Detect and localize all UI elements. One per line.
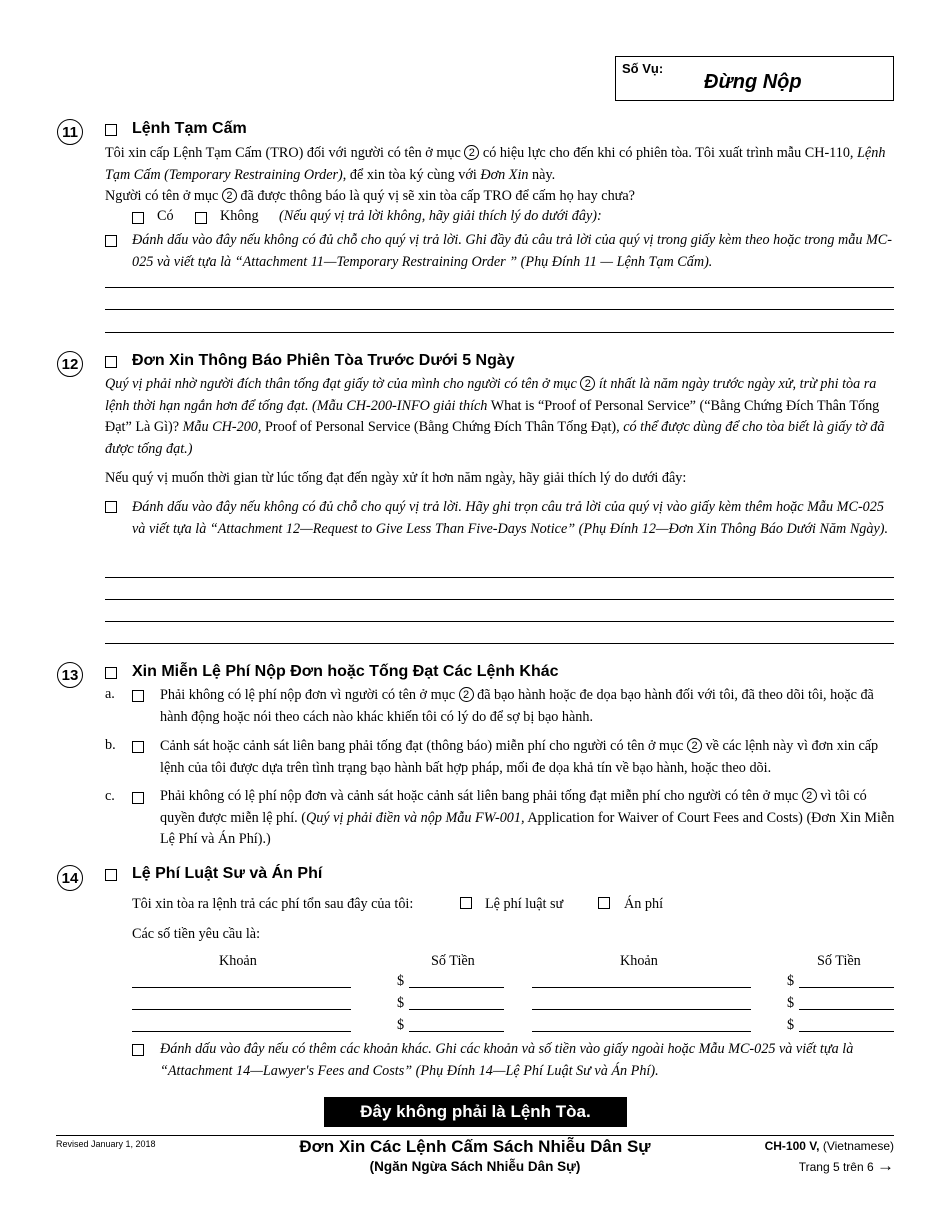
section-12-attachment-checkbox[interactable] (105, 501, 117, 513)
text: Quý vị phải điền và nộp Mẫu FW-001, (306, 809, 525, 826)
amounts-label: Các số tiền yêu cầu là: (132, 926, 261, 942)
footer-divider (56, 1135, 894, 1136)
answer-line[interactable] (105, 287, 894, 288)
lawyer-fees-checkbox[interactable] (460, 897, 472, 909)
section-12-title: Đơn Xin Thông Báo Phiên Tòa Trước Dưới 5 Ngày (132, 352, 515, 369)
ref-circle: 2 (580, 376, 595, 391)
dollar-sign: $ (397, 1017, 405, 1033)
answer-line[interactable] (105, 621, 894, 622)
section-11-paragraph (105, 143, 895, 186)
section-12-paragraph (105, 374, 895, 460)
text: CH-110, (804, 145, 854, 161)
text: ít nhất là năm ngày trước ngày xử, trừ phi tòa ra lệnh thời hạn ngắn hơn để tống đạt. (Mẫu CH-200-INFO giải thích (105, 376, 877, 414)
section-11-title: Lệnh Tạm Cấm (132, 120, 247, 137)
section-14-title: Lệ Phí Luật Sư và Án Phí (132, 865, 323, 882)
section-11-number: 11 (57, 119, 83, 145)
section-13c-letter: c. (105, 788, 115, 804)
court-costs-checkbox[interactable] (598, 897, 610, 909)
section-11-no-checkbox[interactable] (195, 212, 207, 224)
section-13a-letter: a. (105, 686, 115, 702)
amount-field[interactable] (409, 1009, 504, 1010)
text: Cảnh sát hoặc cảnh sát liên bang phải tống đạt (thông báo) miễn phí cho người có tên ở mục (160, 738, 684, 754)
text: Mẫu CH-200, (182, 419, 262, 435)
answer-line[interactable] (105, 309, 894, 310)
item-field[interactable] (532, 1009, 751, 1010)
section-13b-checkbox[interactable] (132, 741, 144, 753)
form-code (765, 1139, 894, 1153)
answer-line[interactable] (105, 577, 894, 578)
text: đã được thông báo là quý vị sẽ xin tòa cấp TRO để cấm họ hay chưa? (240, 188, 635, 204)
item-field[interactable] (132, 1031, 351, 1032)
answer-line[interactable] (105, 332, 894, 333)
section-14-attachment-text: Đánh dấu vào đây nếu có thêm các khoản khác. Ghi các khoản và số tiền vào giấy ngoài hoặc Mẫu MC-025 và viết tựa là “Attachment 14—Lawyer's Fees and Costs” (Phụ Đính 14—Lệ Phí Luật Sư và Án Phí). (160, 1041, 854, 1079)
not-court-order-banner: Đây không phải là Lệnh Tòa. (324, 1097, 627, 1127)
answer-line[interactable] (105, 599, 894, 600)
text: Lệnh Tạm Cấm (Temporary Restraining Order) (105, 145, 886, 183)
section-13c-text (160, 786, 895, 851)
revised-date: Revised January 1, 2018 (56, 1139, 156, 1149)
section-12-number: 12 (57, 351, 83, 377)
section-12-attachment-text: Đánh dấu vào đây nếu không có đủ chỗ cho quý vị trả lời. Hãy ghi trọn câu trả lời của quý vị vào giấy kèm thêm hoặc Mẫu MC-025 và viết tựa là “Attachment 12—Request to Give Less Than Five-Days Notice” (Phụ Đính 12—Đơn Xin Thông Báo Dưới Năm Ngày). (132, 499, 889, 537)
section-12-checkbox[interactable] (105, 356, 117, 368)
section-13-checkbox[interactable] (105, 667, 117, 679)
form-title: Đơn Xin Các Lệnh Cấm Sách Nhiễu Dân Sự (299, 1137, 651, 1156)
page-number (799, 1156, 894, 1176)
text: Đơn Xin (480, 166, 529, 183)
dollar-sign: $ (787, 973, 795, 989)
dollar-sign: $ (787, 1017, 795, 1033)
section-13b-text (160, 736, 895, 779)
case-number-value: Đừng Nộp (704, 71, 802, 93)
form-subtitle: (Ngăn Ngừa Sách Nhiễu Dân Sự) (369, 1159, 581, 1174)
item-field[interactable] (532, 1031, 751, 1032)
col-item-right: Khoản (620, 953, 658, 969)
ref-circle: 2 (459, 687, 474, 702)
answer-line[interactable] (105, 643, 894, 644)
arrow-right-icon: → (877, 1156, 894, 1175)
text: này. (532, 166, 556, 183)
text: có thể được dùng để cho tòa biết là giấy tờ đã được tống đạt.) (105, 419, 885, 457)
dollar-sign: $ (397, 995, 405, 1011)
section-11-question (105, 186, 895, 208)
ref-circle: 2 (464, 145, 479, 160)
text: vì tôi có quyền được miễn lệ phí. ( (160, 788, 867, 826)
section-11-checkbox[interactable] (105, 124, 117, 136)
text: Application for Waiver of Court Fees and Costs) (Đơn Xin Miễn Lệ Phí và Án Phí).) (160, 809, 895, 847)
lawyer-fees-label: Lệ phí luật sư (485, 896, 564, 912)
col-amount-left: Số Tiền (431, 953, 475, 969)
section-14-attachment-checkbox[interactable] (132, 1044, 144, 1056)
dollar-sign: $ (397, 973, 405, 989)
section-13b-letter: b. (105, 737, 116, 753)
section-14-checkbox[interactable] (105, 869, 117, 881)
case-number-label: Số Vụ: (622, 61, 664, 76)
amount-field[interactable] (799, 1009, 894, 1010)
text: Quý vị phải nhờ người đích thân tống đạt giấy tờ của mình cho người có tên ở mục (105, 376, 577, 392)
amount-field[interactable] (409, 987, 504, 988)
item-field[interactable] (532, 987, 751, 988)
section-13-number: 13 (57, 662, 83, 688)
dollar-sign: $ (787, 995, 795, 1011)
text: Phải không có lệ phí nộp đơn vì người có tên ở mục (160, 687, 455, 703)
section-12-instruction: Nếu quý vị muốn thời gian từ lúc tống đạt đến ngày xử ít hơn năm ngày, hãy giải thích lý do dưới đây: (105, 470, 687, 486)
form-code-number: CH-100 V, (764, 1139, 820, 1153)
ref-circle: 2 (802, 788, 817, 803)
section-13c-checkbox[interactable] (132, 792, 144, 804)
text: đã bạo hành hoặc đe dọa bạo hành đối với tôi, đã theo dõi tôi, hoặc đã hành động hoặc nói theo cách nào khác khiến tôi có lý do để sợ bị bạo hành. (160, 687, 874, 725)
amount-field[interactable] (799, 1031, 894, 1032)
text: Tôi xin cấp Lệnh Tạm Cấm (TRO) đối với người có tên ở mục (105, 145, 461, 161)
section-11-yes-checkbox[interactable] (132, 212, 144, 224)
section-11-no-note: (Nếu quý vị trả lời không, hãy giải thích lý do dưới đây): (279, 208, 602, 224)
ref-circle: 2 (687, 738, 702, 753)
section-14-request: Tôi xin tòa ra lệnh trả các phí tổn sau đây của tôi: (132, 896, 414, 912)
amount-field[interactable] (799, 987, 894, 988)
item-field[interactable] (132, 1009, 351, 1010)
text: có hiệu lực cho đến khi có phiên tòa. Tôi xuất trình mẫu (482, 145, 802, 161)
text: về các lệnh này vì đơn xin cấp lệnh của tôi được dựa trên tình trạng bạo hành bất hợp pháp, mối đe dọa khả tín về bạo hành, hoặc theo dõi. (160, 738, 879, 776)
text: , để xin tòa ký cùng với (342, 166, 477, 183)
court-costs-label: Án phí (624, 896, 664, 912)
section-13a-text (160, 685, 895, 728)
section-11-yes-label: Có (157, 208, 174, 224)
text: What is “Proof of Personal Service” (“Bằng Chứng Đích Thân Tống Đạt” Là Gì)? (105, 397, 880, 435)
section-11-no-label: Không (220, 208, 259, 224)
col-item-left: Khoản (219, 953, 257, 969)
text: Phải không có lệ phí nộp đơn và cảnh sát hoặc cảnh sát liên bang phải tống đạt miễn phí cho người có tên ở mục (160, 788, 799, 804)
page-number-text: Trang 5 trên 6 (798, 1160, 874, 1174)
section-11-attachment-checkbox[interactable] (105, 235, 117, 247)
amount-field[interactable] (409, 1031, 504, 1032)
col-amount-right: Số Tiền (817, 953, 861, 969)
section-13-title: Xin Miễn Lệ Phí Nộp Đơn hoặc Tống Đạt Các Lệnh Khác (132, 663, 559, 680)
ref-circle: 2 (222, 188, 237, 203)
text: Proof of Personal Service (Bằng Chứng Đích Thân Tống Đạt), (264, 419, 620, 435)
section-11-attachment-text: Đánh dấu vào đây nếu không có đủ chỗ cho quý vị trả lời. Ghi đầy đủ câu trả lời của quý vị trong giấy kèm theo hoặc trong mẫu MC-025 và viết tựa là “Attachment 11—Temporary Restraining Order ” (Phụ Đính 11 — Lệnh Tạm Cấm). (132, 232, 892, 270)
case-number-box (615, 56, 894, 101)
text: Người có tên ở mục (105, 188, 219, 204)
section-14-number: 14 (57, 865, 83, 891)
section-13a-checkbox[interactable] (132, 690, 144, 702)
item-field[interactable] (132, 987, 351, 988)
form-language: (Vietnamese) (822, 1139, 894, 1153)
